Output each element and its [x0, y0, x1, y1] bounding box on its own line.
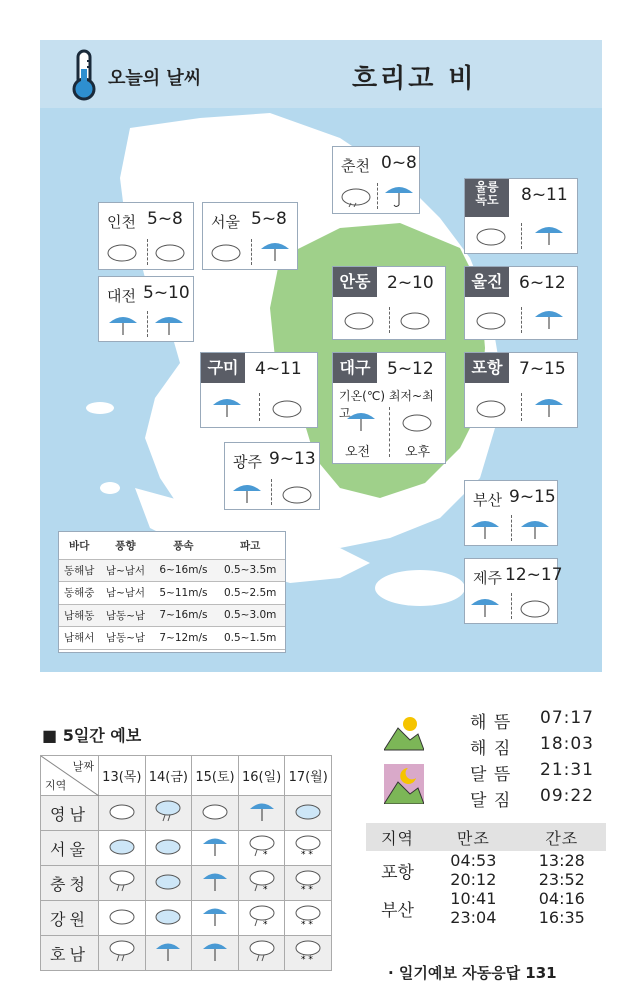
sea-cell: 남동~남: [99, 627, 151, 650]
svg-text:*: *: [262, 885, 268, 893]
sunrise-icon: [384, 712, 424, 752]
cloud-sun-icon: [145, 901, 192, 936]
low-tide-time: 16:35: [538, 908, 585, 927]
region-label: 충청: [41, 866, 99, 901]
divider: [521, 393, 522, 421]
cloud-rain-icon: [99, 866, 146, 901]
tide-table: [366, 823, 606, 927]
divider: [147, 239, 148, 265]
moonset-time: 09:22: [540, 786, 594, 806]
page-title: 오늘의 날씨: [108, 68, 202, 89]
sea-cell: 남동~남: [99, 604, 151, 627]
sea-header: 파고: [215, 532, 285, 559]
divider: [389, 307, 390, 333]
corner-cell: [41, 756, 99, 796]
city-temp: 5~8: [251, 209, 287, 229]
city-temp: 6~12: [519, 273, 566, 293]
city-tag: 포항: [465, 353, 509, 383]
tide-location: 포항: [381, 862, 414, 883]
corner-top-label: 날짜: [72, 760, 94, 773]
svg-text:*: *: [262, 850, 268, 858]
cloud-icon: [269, 395, 305, 423]
city-tag: 안동: [333, 267, 377, 297]
table-row: [41, 901, 332, 936]
rain-icon: [105, 309, 141, 343]
city-name: 대전: [107, 287, 136, 305]
divider: [521, 223, 522, 249]
table-row: [59, 627, 285, 650]
cloud-icon: [339, 183, 373, 211]
sunset-label: 해 짐: [470, 739, 512, 759]
rain-icon: [343, 405, 379, 439]
rain-icon: [209, 391, 245, 425]
header-bar: [40, 40, 602, 108]
high-tide-time: 23:04: [450, 908, 497, 927]
moonset-label: 달 짐: [470, 791, 512, 811]
rain-icon: [229, 477, 265, 511]
cloud-icon: [341, 307, 377, 335]
day-header: 16(일): [238, 756, 285, 796]
tide-header: 만조: [429, 823, 517, 851]
city-card-seoul: [202, 202, 298, 270]
pm-label: 오후: [405, 445, 431, 460]
rain-icon: [257, 235, 293, 269]
low-tide-time: 23:52: [538, 870, 585, 889]
am-label: 오전: [345, 445, 371, 460]
city-card-daegu: [332, 352, 446, 464]
city-temp: 9~13: [269, 449, 316, 469]
sea-header: 풍향: [99, 532, 151, 559]
cloud-icon: [279, 481, 315, 509]
cloud-snow-icon: [285, 936, 332, 971]
cloud-sun-icon: [99, 831, 146, 866]
sea-cell: 6~16m/s: [152, 559, 216, 582]
city-card-gumi: [200, 352, 318, 428]
table-row: [366, 889, 606, 908]
region-label: 영남: [41, 796, 99, 831]
tide-location: 부산: [381, 900, 414, 921]
city-temp: 5~8: [147, 209, 183, 229]
svg-text:* *: * *: [301, 850, 314, 858]
forecast-table: [40, 755, 332, 971]
table-row: [59, 604, 285, 627]
cloud-sun-icon: [285, 796, 332, 831]
city-card-pohang: [464, 352, 578, 428]
sea-cell: 동해남: [59, 559, 99, 582]
sea-cell: 남해서: [59, 627, 99, 650]
city-tag: 울릉 독도: [465, 179, 509, 217]
cloud-icon: [399, 409, 435, 437]
sea-cell: 7~12m/s: [152, 627, 216, 650]
cloud-sun-icon: [145, 866, 192, 901]
table-row: [41, 936, 332, 971]
cloud-rain-icon: [99, 936, 146, 971]
table-row: [41, 866, 332, 901]
city-card-jeju: [464, 558, 563, 624]
table-row: [41, 796, 332, 831]
cloud-icon: [209, 239, 243, 267]
city-tag: 울진: [465, 267, 509, 297]
tide-header-row: [366, 823, 606, 851]
city-name: 광주: [233, 453, 262, 471]
city-card-incheon: [98, 202, 194, 270]
high-tide-time: 04:53: [450, 851, 497, 870]
moonrise-time: 21:31: [540, 760, 594, 780]
high-tide-time: 20:12: [450, 870, 497, 889]
city-card-uljin: [464, 266, 578, 340]
region-label: 강원: [41, 901, 99, 936]
region-label: 서울: [41, 831, 99, 866]
sea-cell: 0.5~3.5m: [215, 559, 285, 582]
thermometer-icon: [70, 49, 98, 101]
rain-umbrella-icon: [192, 936, 239, 971]
cloud-snow-icon: [285, 866, 332, 901]
rain-icon: [151, 309, 187, 343]
sea-header-row: [59, 532, 285, 559]
rain-icon: [381, 179, 417, 213]
city-temp: 2~10: [387, 273, 434, 293]
tide-header: 간조: [518, 823, 606, 851]
corner-bottom-label: 지역: [45, 779, 67, 792]
divider: [271, 479, 272, 505]
city-tag: 구미: [201, 353, 245, 383]
rain-icon: [531, 303, 567, 337]
divider: [377, 183, 378, 209]
sunrise-time: 07:17: [540, 708, 594, 728]
day-header: 14(금): [145, 756, 192, 796]
sea-header: 풍속: [152, 532, 216, 559]
city-temp: 0~8: [381, 153, 417, 173]
cloud-icon: [153, 239, 187, 267]
moonrise-label: 달 뜸: [470, 765, 512, 785]
sea-cell: 0.5~1.5m: [215, 627, 285, 650]
divider: [259, 393, 260, 421]
city-card-andong: [332, 266, 446, 340]
cloud-sun-icon: [145, 831, 192, 866]
moonrise-icon: [384, 764, 424, 804]
sea-cell: 5~11m/s: [152, 582, 216, 605]
rain-umbrella-icon: [192, 866, 239, 901]
rain-icon: [467, 513, 503, 547]
cloud-rain-snow-icon: [238, 866, 285, 901]
sea-cell: 남~남서: [99, 559, 151, 582]
city-name: 부산: [473, 491, 502, 509]
sea-cell: 남해동: [59, 604, 99, 627]
svg-text:* *: * *: [301, 885, 314, 893]
table-row: [59, 559, 285, 582]
rain-icon: [531, 219, 567, 253]
region-label: 호남: [41, 936, 99, 971]
day-header: 15(토): [192, 756, 239, 796]
city-card-gwangju: [224, 442, 320, 510]
divider: [251, 239, 252, 265]
high-tide-time: 10:41: [450, 889, 497, 908]
cloud-icon: [517, 595, 553, 623]
cloud-icon: [99, 796, 146, 831]
table-row: [41, 831, 332, 866]
forecast-header-row: [41, 756, 332, 796]
cloud-icon: [397, 307, 433, 335]
city-card-chuncheon: [332, 146, 420, 214]
svg-text:* *: * *: [301, 920, 314, 928]
city-temp: 5~12: [387, 359, 434, 379]
cloud-icon: [192, 796, 239, 831]
low-tide-time: 04:16: [538, 889, 585, 908]
sunset-time: 18:03: [540, 734, 594, 754]
low-tide-time: 13:28: [538, 851, 585, 870]
sea-cell: 동해중: [59, 582, 99, 605]
divider: [521, 307, 522, 333]
cloud-icon: [473, 307, 509, 335]
city-temp: 9~15: [509, 487, 556, 507]
divider: [511, 593, 512, 619]
city-name: 제주: [473, 569, 502, 587]
cloud-icon: [473, 223, 509, 251]
sea-cell: 7~16m/s: [152, 604, 216, 627]
rain-umbrella-icon: [238, 796, 285, 831]
cloud-snow-icon: [285, 831, 332, 866]
table-row: [59, 582, 285, 605]
sunrise-label: 해 뜸: [470, 713, 512, 733]
city-card-busan: [464, 480, 558, 546]
day-header: 17(월): [285, 756, 332, 796]
divider: [511, 515, 512, 541]
city-name: 인천: [107, 213, 136, 231]
cloud-icon: [99, 901, 146, 936]
table-row: [366, 851, 606, 870]
cloud-rain-icon: [238, 936, 285, 971]
sea-cell: 0.5~2.5m: [215, 582, 285, 605]
weather-summary: 흐리고 비: [352, 64, 477, 94]
cloud-rain-icon: [145, 796, 192, 831]
cloud-icon: [105, 239, 139, 267]
city-temp: 4~11: [255, 359, 302, 379]
rain-umbrella-icon: [192, 901, 239, 936]
cloud-rain-snow-icon: [238, 901, 285, 936]
city-card-daejeon: [98, 276, 194, 342]
svg-text:*: *: [262, 920, 268, 928]
rain-icon: [467, 591, 503, 625]
hotline-text: · 일기예보 자동응답 131: [388, 964, 557, 982]
city-temp: 8~11: [521, 185, 568, 205]
rain-umbrella-icon: [192, 831, 239, 866]
city-name: 춘천: [341, 157, 370, 175]
city-temp: 7~15: [519, 359, 566, 379]
city-tag: 대구: [333, 353, 377, 383]
svg-text:* *: * *: [301, 955, 314, 963]
sea-conditions-table: [58, 531, 286, 653]
city-temp: 5~10: [143, 283, 190, 303]
sea-cell: 남~남서: [99, 582, 151, 605]
forecast-title: ■ 5일간 예보: [42, 726, 142, 745]
day-header: 13(목): [99, 756, 146, 796]
sea-cell: 0.5~3.0m: [215, 604, 285, 627]
temp-legend: 기온(℃) 최저~최고: [339, 389, 434, 420]
cloud-icon: [473, 395, 509, 423]
cloud-rain-snow-icon: [238, 831, 285, 866]
divider: [147, 311, 148, 337]
tide-header: 지역: [366, 823, 429, 851]
city-card-ulleung: [464, 178, 578, 254]
rain-icon: [517, 513, 553, 547]
cloud-snow-icon: [285, 901, 332, 936]
city-name: 서울: [211, 213, 240, 231]
city-temp: 12~17: [505, 565, 563, 585]
sea-header: 바다: [59, 532, 99, 559]
divider: [389, 407, 390, 457]
rain-icon: [531, 391, 567, 425]
rain-umbrella-icon: [145, 936, 192, 971]
